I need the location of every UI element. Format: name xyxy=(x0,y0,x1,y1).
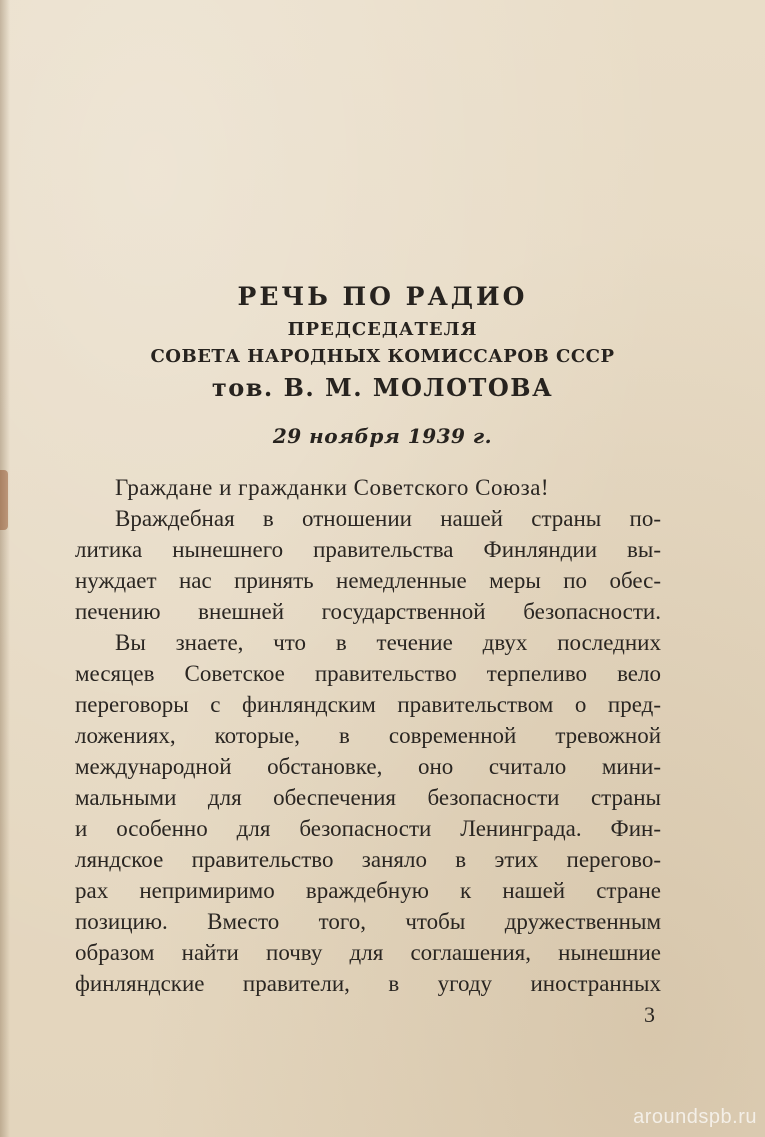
text-line: переговоры с финляндским правительством о пред- xyxy=(75,692,661,717)
page-number: 3 xyxy=(644,1002,655,1027)
text-line: рах непримиримо враждебную к нашей стране xyxy=(75,878,661,903)
text-line: мальными для обеспечения безопасности страны xyxy=(75,785,661,810)
text-line: ложениях, которые, в современной тревожной xyxy=(75,723,661,748)
subtitle-name: тов. В. М. МОЛОТОВА xyxy=(211,373,554,402)
text-line: Граждане и гражданки Советского Союза! xyxy=(115,475,550,500)
text-line: и особенно для безопасности Ленинграда. Фин- xyxy=(75,816,661,841)
text-line: образом найти почву для соглашения, нынешние xyxy=(75,940,661,965)
page-title: РЕЧЬ ПО РАДИО xyxy=(237,282,528,311)
text-line: Вы знаете, что в течение двух последних xyxy=(115,630,661,655)
text-line: литика нынешнего правительства Финляндии вы- xyxy=(75,537,661,562)
text-line: Враждебная в отношении нашей страны по- xyxy=(115,506,661,531)
watermark: aroundspb.ru xyxy=(633,1106,757,1128)
text-line: нуждает нас принять немедленные меры по обес- xyxy=(75,568,661,593)
text-line: позицию. Вместо того, чтобы дружественным xyxy=(75,909,661,934)
speech-body xyxy=(75,472,661,999)
page-edge-shadow xyxy=(0,0,10,1137)
text-line: ляндское правительство заняло в этих перегово- xyxy=(75,847,661,872)
speech-date: 29 ноября 1939 г. xyxy=(272,424,493,448)
text-line: международной обстановке, оно считало мини- xyxy=(75,754,661,779)
subtitle-council: СОВЕТА НАРОДНЫХ КОМИССАРОВ СССР xyxy=(150,346,615,367)
subtitle-chairman: ПРЕДСЕДАТЕЛЯ xyxy=(287,319,478,340)
text-line: печению внешней государственной безопасности. xyxy=(75,599,661,624)
page-stain xyxy=(0,470,8,530)
text-line: финляндские правители, в угоду иностранных xyxy=(75,971,661,996)
text-line: месяцев Советское правительство терпеливо вело xyxy=(75,661,661,686)
